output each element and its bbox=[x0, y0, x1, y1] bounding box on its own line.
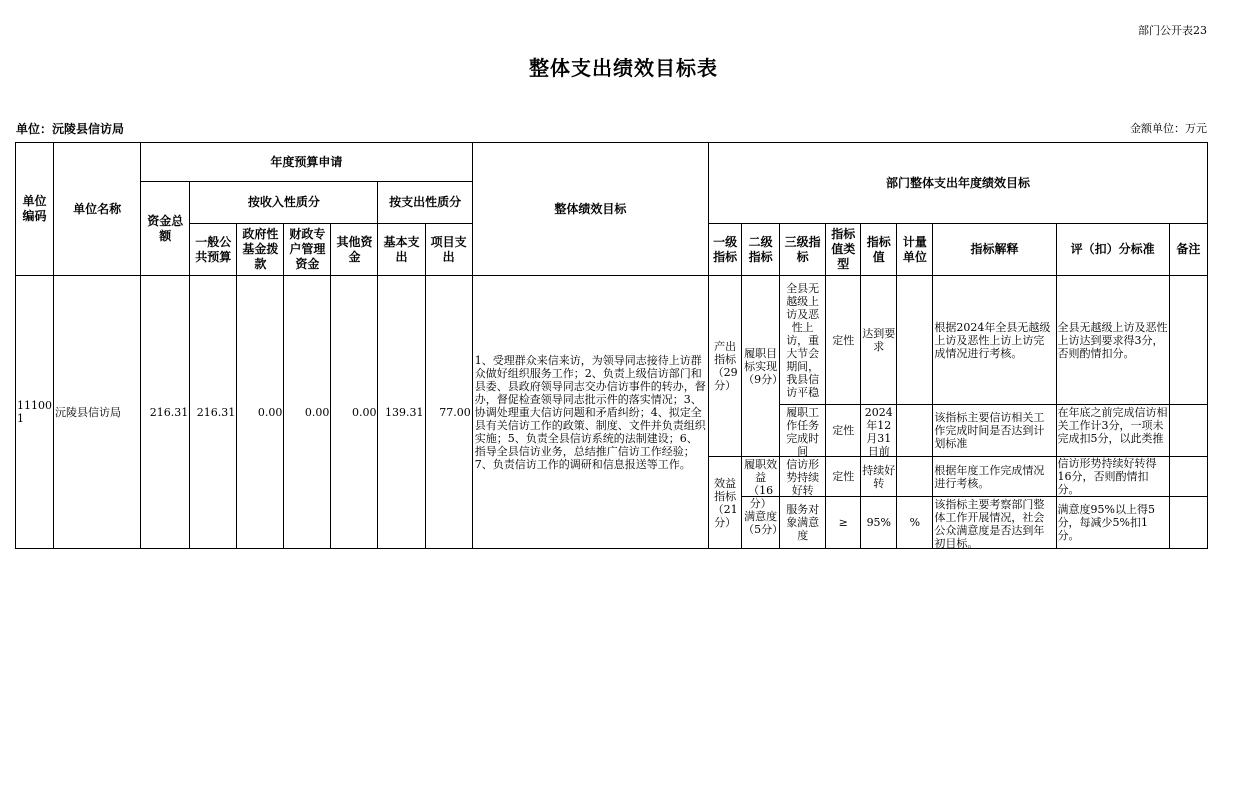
cell-remark-1 bbox=[1169, 405, 1207, 457]
cell-explanation-2: 根据年度工作完成情况进行考核。 bbox=[933, 457, 1056, 497]
header-total-funds: 资金总额 bbox=[141, 182, 190, 276]
money-unit-label: 金额单位：万元 bbox=[1130, 122, 1207, 135]
cell-other-funds: 0.00 bbox=[331, 276, 378, 549]
header-value-type: 指标值类型 bbox=[826, 224, 861, 276]
header-unit-name: 单位名称 bbox=[54, 143, 141, 276]
cell-scoring-0: 全县无越级上访及恶性上访达到要求得3分，否则酌情扣分。 bbox=[1056, 276, 1169, 405]
header-explanation: 指标解释 bbox=[933, 224, 1056, 276]
cell-l3-0: 全县无越级上访及恶性上访，重大节会期间，我县信访平稳 bbox=[780, 276, 826, 405]
cell-remark-0 bbox=[1169, 276, 1207, 405]
cell-value-3: 95% bbox=[861, 497, 897, 549]
cell-remark-2 bbox=[1169, 457, 1207, 497]
cell-unit-2 bbox=[897, 457, 933, 497]
cell-type-3: ≥ bbox=[826, 497, 861, 549]
cell-value-1-text: 2024年12月31日前 bbox=[864, 405, 893, 458]
cell-general-budget: 216.31 bbox=[190, 276, 237, 549]
cell-explanation-3 bbox=[933, 497, 1056, 549]
header-unit-code: 单位编码 bbox=[16, 143, 54, 276]
form-number: 部门公开表23 bbox=[1138, 24, 1207, 37]
page-title: 整体支出绩效目标表 bbox=[529, 56, 718, 80]
cell-l3-2 bbox=[780, 457, 826, 497]
cell-l2-3: 满意度（5分） bbox=[742, 497, 780, 549]
cell-explanation-3-text: 该指标主要考察部门整体工作开展情况，社会公众满意度是否达到年初目标。 bbox=[934, 497, 1045, 550]
cell-type-2: 定性 bbox=[826, 457, 861, 497]
cell-unit-name: 沅陵县信访局 bbox=[54, 276, 141, 549]
cell-gov-fund: 0.00 bbox=[237, 276, 284, 549]
cell-l2-0: 履职目标实现（9分） bbox=[742, 276, 780, 457]
cell-fiscal-special: 0.00 bbox=[284, 276, 331, 549]
header-scoring: 评（扣）分标准 bbox=[1056, 224, 1169, 276]
cell-explanation-1: 该指标主要信访相关工作完成时间是否达到计划标准 bbox=[933, 405, 1056, 457]
cell-explanation-0: 根据2024年全县无越级上访及恶性上访上访完成情况进行考核。 bbox=[933, 276, 1056, 405]
header-remark: 备注 bbox=[1169, 224, 1207, 276]
cell-type-1: 定性 bbox=[826, 405, 861, 457]
cell-basic-expense: 139.31 bbox=[378, 276, 425, 549]
header-level3: 三级指标 bbox=[780, 224, 826, 276]
header-dept-goal: 部门整体支出年度绩效目标 bbox=[709, 143, 1208, 224]
cell-l2-2 bbox=[742, 457, 780, 510]
cell-scoring-1 bbox=[1056, 405, 1169, 457]
cell-unit-1 bbox=[897, 405, 933, 457]
cell-unit-0 bbox=[897, 276, 933, 405]
cell-l3-1-text: 履职工作任务完成时间 bbox=[786, 405, 820, 458]
header-value: 指标值 bbox=[861, 224, 897, 276]
cell-l3-3: 服务对象满意度 bbox=[780, 497, 826, 549]
header-other-funds: 其他资金 bbox=[331, 224, 378, 276]
cell-benefit-l1: 效益指标（21分） bbox=[709, 457, 742, 549]
cell-unit-3: % bbox=[897, 497, 933, 549]
cell-scoring-2: 信访形势持续好转得16分，否则酌情扣分。 bbox=[1056, 457, 1169, 497]
header-project-expense: 项目支出 bbox=[425, 224, 472, 276]
cell-value-1 bbox=[861, 405, 897, 457]
header-by-income: 按收入性质分 bbox=[190, 182, 378, 224]
cell-l3-1 bbox=[780, 405, 826, 457]
cell-value-0: 达到要求 bbox=[861, 276, 897, 405]
header-basic-expense: 基本支出 bbox=[378, 224, 425, 276]
cell-output-l1: 产出指标（29分） bbox=[709, 276, 742, 457]
unit-label: 单位：沅陵县信访局 bbox=[16, 122, 125, 136]
header-level2: 二级指标 bbox=[742, 224, 780, 276]
cell-type-0: 定性 bbox=[826, 276, 861, 405]
cell-total-funds: 216.31 bbox=[141, 276, 190, 549]
header-level1: 一级指标 bbox=[709, 224, 742, 276]
cell-unit-code: 111001 bbox=[16, 276, 54, 549]
cell-project-expense: 77.00 bbox=[425, 276, 472, 549]
header-by-expense: 按支出性质分 bbox=[378, 182, 472, 224]
cell-value-2: 持续好转 bbox=[861, 457, 897, 497]
performance-table bbox=[15, 142, 1208, 549]
cell-l2-2-text: 履职效益（16分） bbox=[744, 457, 778, 510]
header-measure-unit: 计量单位 bbox=[897, 224, 933, 276]
header-overall-goal: 整体绩效目标 bbox=[472, 143, 708, 276]
header-fiscal-special: 财政专户管理资金 bbox=[284, 224, 331, 276]
header-general-budget: 一般公共预算 bbox=[190, 224, 237, 276]
cell-remark-3 bbox=[1169, 497, 1207, 549]
header-annual-budget: 年度预算申请 bbox=[141, 143, 473, 182]
cell-scoring-1-text: 在年底之前完成信访相关工作计3分，一项未完成扣5分，以此类推 bbox=[1057, 405, 1168, 445]
cell-l3-2-text: 信访形势持续好转 bbox=[786, 457, 820, 497]
cell-scoring-3: 满意度95%以上得5分，每减少5%扣1分。 bbox=[1056, 497, 1169, 549]
cell-overall-goal: 1、受理群众来信来访，为领导同志接待上访群众做好组织服务工作；2、负责上级信访部门和县委、县政府领导同志交办信访事件的转办，督办，督促检查领导同志批示件的落实情况；3、协调处理重大信访问题和矛盾纠纷；4、拟定全县有关信访工作的政策、制度、文件并负责组织实施；5、负责全县信访系统的法制建设；6、指导全县信访业务，总结推广信访工作经验；7、负责信访工作的调研和信息报送等工作。 bbox=[472, 276, 708, 549]
header-gov-fund: 政府性基金拨款 bbox=[237, 224, 284, 276]
